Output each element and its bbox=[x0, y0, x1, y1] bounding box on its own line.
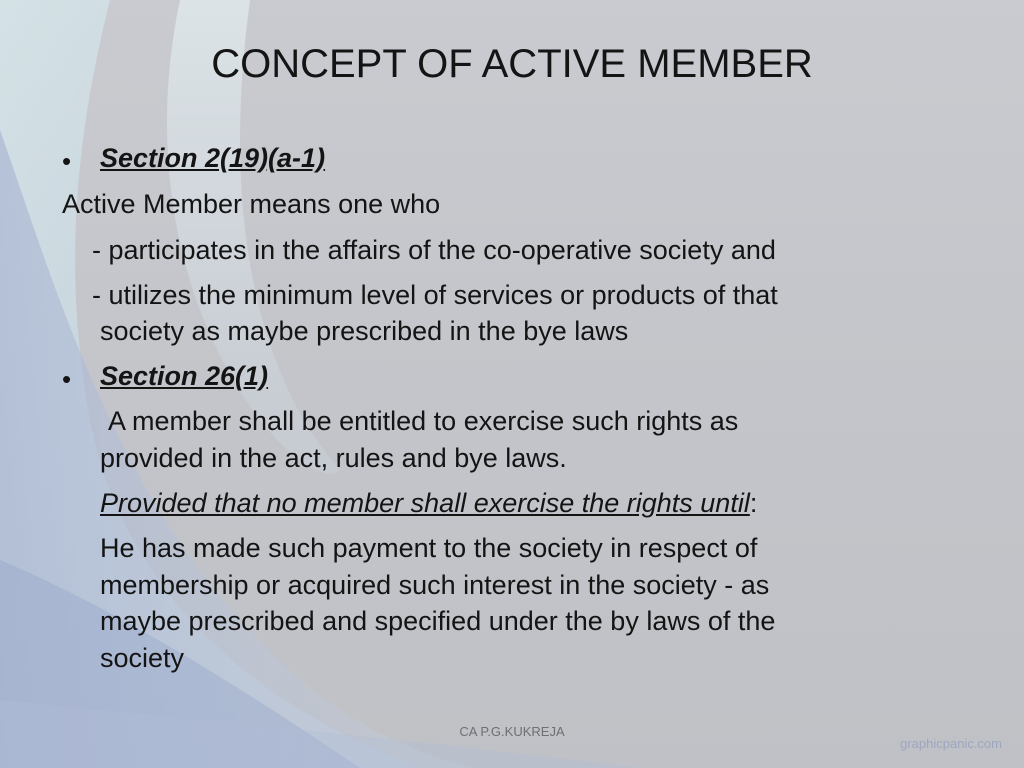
footer-author: CA P.G.KUKREJA bbox=[459, 724, 565, 739]
body-line: A member shall be entitled to exercise such rights as bbox=[108, 406, 739, 436]
slide-title: CONCEPT OF ACTIVE MEMBER bbox=[211, 42, 813, 86]
body-line: - utilizes the minimum level of services or products of that bbox=[92, 280, 778, 310]
body-line: He has made such payment to the society in respect of bbox=[100, 533, 758, 563]
section-heading-2: Section 26(1) bbox=[100, 361, 269, 391]
body-line: society bbox=[100, 643, 185, 673]
proviso-line bbox=[100, 488, 757, 519]
body-line: Active Member means one who bbox=[62, 189, 441, 219]
bullet-marker: • bbox=[62, 364, 72, 394]
body-line: society as maybe prescribed in the bye laws bbox=[100, 316, 629, 346]
proviso-text: Provided that no member shall exercise the rights until bbox=[100, 488, 750, 518]
section-heading-1: Section 2(19)(a-1) bbox=[100, 143, 326, 173]
proviso-colon: : bbox=[749, 488, 758, 518]
watermark: graphicpanic.com bbox=[900, 736, 1002, 751]
body-line: provided in the act, rules and bye laws. bbox=[100, 443, 567, 473]
bullet-marker: • bbox=[62, 146, 72, 176]
body-line: membership or acquired such interest in the society - as bbox=[100, 570, 770, 600]
body-line: - participates in the affairs of the co-operative society and bbox=[92, 235, 776, 265]
body-line: maybe prescribed and specified under the by laws of the bbox=[100, 606, 776, 636]
